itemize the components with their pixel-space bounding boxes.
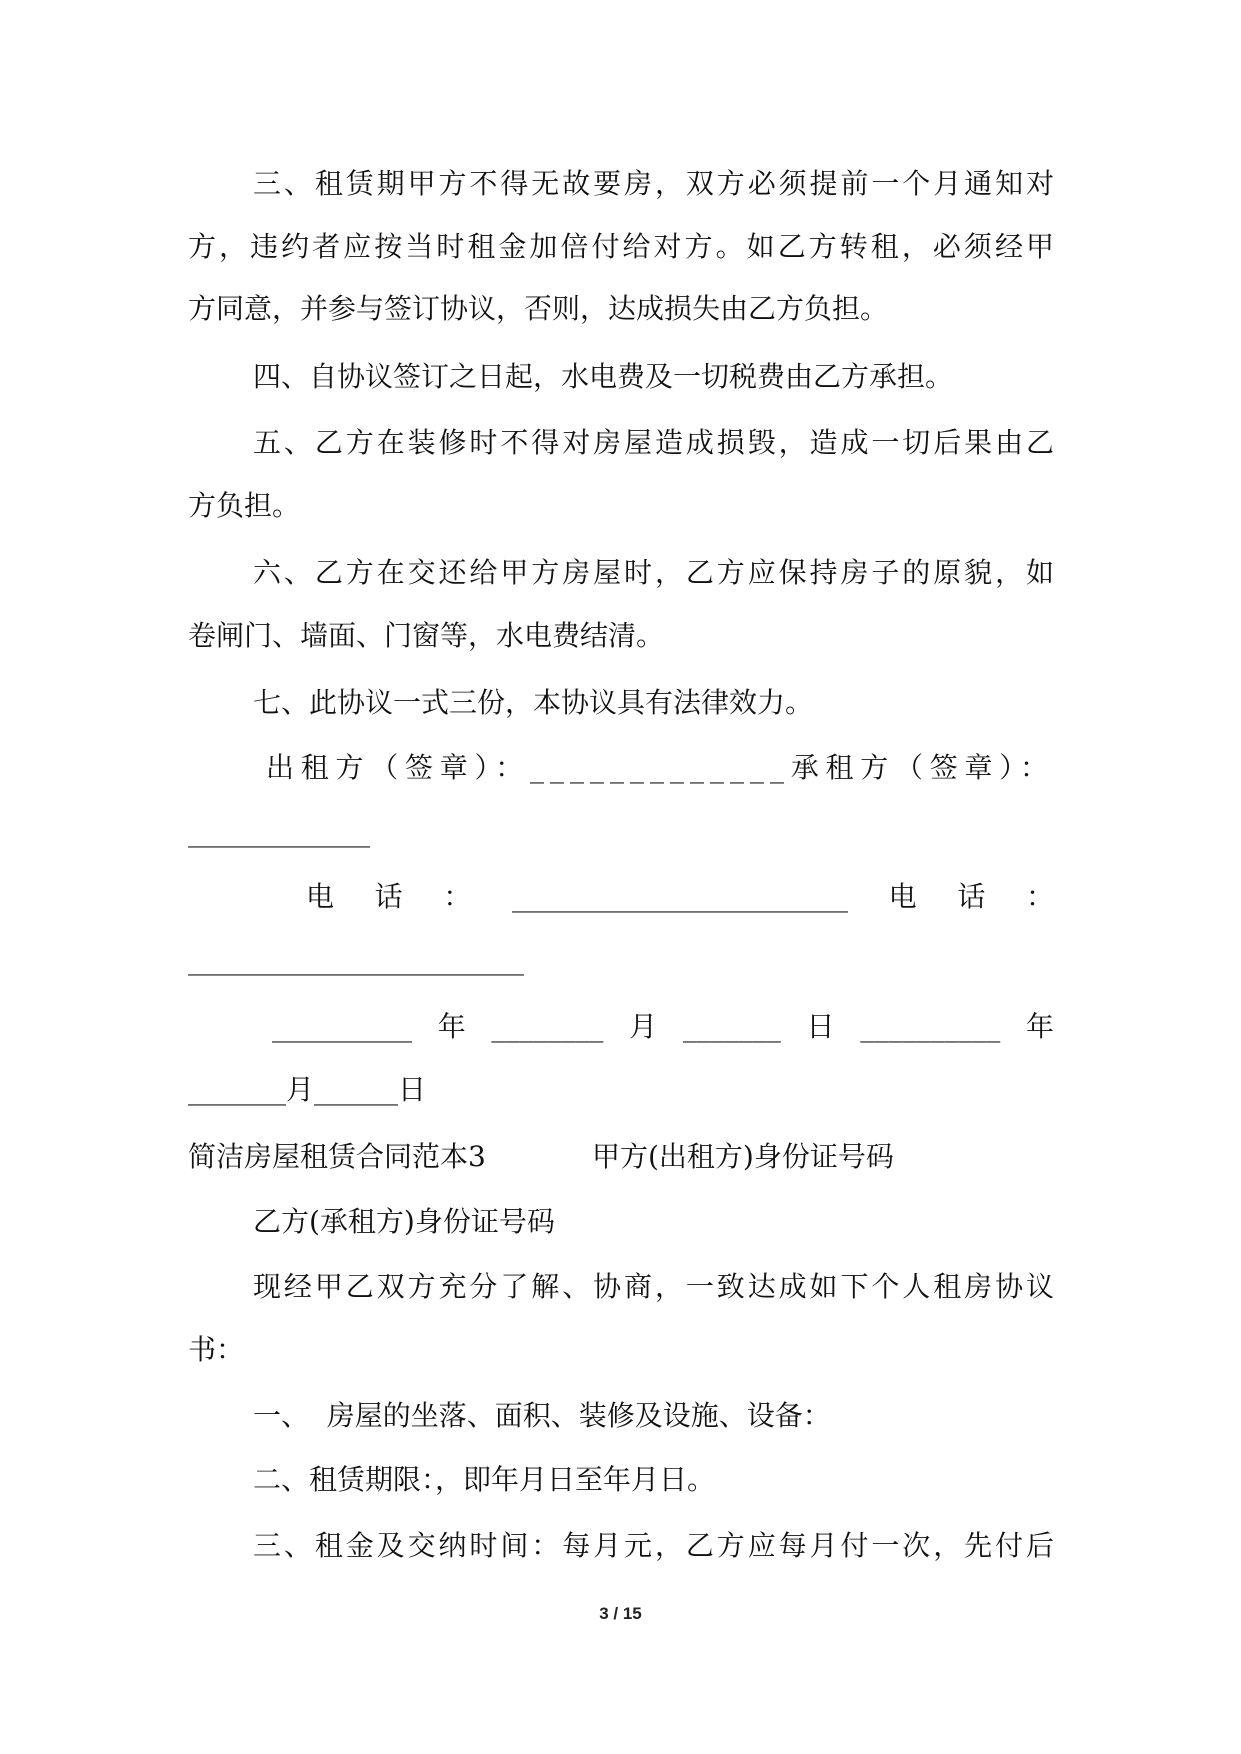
clause-5-line-1: 五、乙方在装修时不得对房屋造成损毁，造成一切后果由乙 (253, 426, 1054, 459)
clause-6-line-1: 六、乙方在交还给甲方房屋时，乙方应保持房子的原貌，如 (253, 556, 1054, 589)
sample-3-intro-line-2: 书： (188, 1333, 245, 1366)
party-b-id: 乙方(承租方)身份证号码 (253, 1205, 555, 1238)
party-a-id: 甲方(出租方)身份证号码 (592, 1140, 894, 1173)
signature-lessor-lessee: 出租方（签章）：_____________承租方（签章）： (266, 751, 1054, 784)
page-number: 3 / 15 (599, 1604, 642, 1623)
sample-3-clause-3: 三、租金及交纳时间：每月元，乙方应每月付一次，先付后 (253, 1529, 1054, 1562)
clause-7: 七、此协议一式三份，本协议具有法律效力。 (253, 686, 814, 719)
sample-3-title: 简洁房屋租赁合同范本3 (188, 1140, 486, 1173)
clause-3-line-1: 三、租赁期甲方不得无故要房，双方必须提前一个月通知对 (253, 167, 1054, 200)
clause-5-line-2: 方负担。 (188, 489, 301, 522)
clause-6-line-2: 卷闸门、墙面、门窗等，水电费结清。 (188, 619, 665, 652)
date-blank: _______月______日 (188, 1073, 427, 1106)
sample-3-intro-line-1: 现经甲乙双方充分了解、协商，一致达成如下个人租房协议 (253, 1270, 1054, 1303)
sample-3-clause-1: 一、 房屋的坐落、面积、装修及设施、设备： (253, 1399, 831, 1432)
clause-4: 四、自协议签订之日起，水电费及一切税费由乙方承担。 (253, 360, 954, 393)
signature-phone: 电话：________________________电话： (306, 880, 1054, 913)
clause-3-line-2: 方，违约者应按当时租金加倍付给对方。如乙方转租，必须经甲 (188, 230, 1054, 263)
sample-3-clause-2: 二、租赁期限：，即年月日至年月日。 (253, 1463, 716, 1496)
clause-3-line-3: 方同意，并参与签订协议，否则，达成损失由乙方负担。 (188, 292, 889, 325)
phone-blank: ________________________ (188, 943, 524, 976)
signature-blank: _____________ (188, 815, 370, 848)
signature-date: __________年________月_______日__________年 (272, 1010, 1054, 1043)
